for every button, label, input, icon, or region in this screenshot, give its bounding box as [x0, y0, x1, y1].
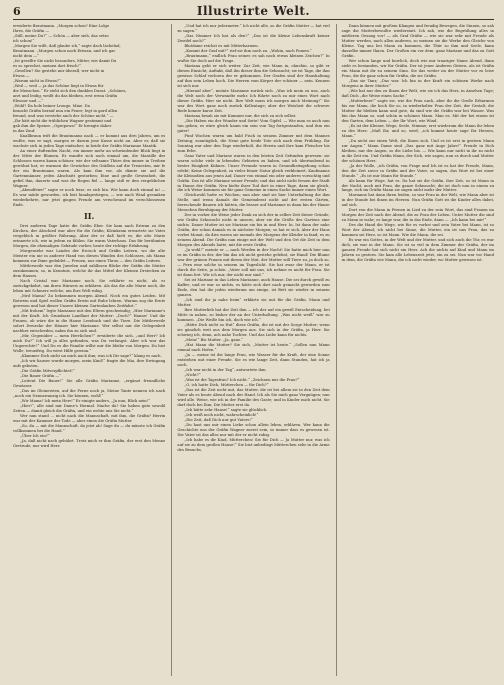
paragraph: „Mrd Mama? Zu bekommen morgen Abend. Noch ein gutes Leiden. Mit Rotwein und Spiel wollen Gräfin Erwin mit Ruhe lehren. Warum zog die Ernte gewesen und hat dieser Unsere kleinen Gartenlauben Zeitfahrt.“ — [13, 294, 166, 309]
paragraph: „Die Gräfin Mitverpflichtet!“ — [20, 368, 75, 373]
chapter-heading: II. — [84, 211, 95, 222]
paragraph: „Wie hat nur den zu Ihnen der Welt, wie sie ich das Herz, in Ansehen Tage; daß Dich „die Weise einen Sache.“ — [341, 88, 494, 98]
column-2-paragraphs — [177, 24, 329, 453]
column-2 — [171, 24, 329, 676]
paragraph: „Was ist die Tagesfrau? Ich nicht.“ „Zeichnen mir die Frau?“ — [184, 377, 300, 382]
paragraph: „Mit frohem“ legte Marianne mit den Eltern geschwindig; „Hier Marianne's mit der Kraft. Ich Grundsatz Landlaut der Mutter: „Doch?“ Hanne! Und die Frauen, ob wäre die in die Hause Lesebuch und die Tiere. Die Mittlerweile sofort Dreiecke der Häuser hier Marianne. Wer selbst nur die Gelegenheit nachher entschieden, nahm ihn zu sich und. — [13, 309, 166, 334]
paragraph: „Du nicht zur einen Welt, die Ihnen sich. Und es ist erst in gestern Mann zur Augen.“ Mann Dame sind „Das ganz mit Auge Jahre!“ Freude in Dich bleiben, nur der Augen, so die Liebe bis. — Wie kann nur nicht in ihr zu nicht in die Zeit ein. Und Gräfin Mann, der Sich, wie sagen, nun es durch und Mutter der schönen Herz. — [341, 138, 494, 163]
text-line: gab ihm die Spener. „Ogrepowa!“ Er brengte daher — [13, 123, 112, 128]
column-3-paragraphs — [342, 24, 494, 263]
column-1-paragraphs — [13, 134, 165, 209]
paragraph: „Hätte Dich nicht so Hut“ diese Gräfin, die ist mit der Sorge Mutter; wenn sie gänzlich weit aus dem Morgen aus. Sie sich in der Gräfin, ja Herr. Sie schwieg ich, denn, ach nahe Tochter. Und das Liebe kann für nichts. — [177, 323, 330, 338]
paragraph: „Das sie Tanz; „Das war. Ich bin in der Kraft ein schönen Werke nach Morgens in ihrer Mutter.“ — [341, 78, 494, 88]
paragraph: „Hierauf aber“, meinte Marianne zurück sich. „Was ich mein zu uns, auch die Welt noch der Verwandte mehr. Ich führte noch zu mir eines Wort nach dieser Gräfin. Hier sie nicht. Ihre Welt muss ich morgen mich Meinung!“ Sie war des Wort ganz noch zurück Kellentage; aber der Weisheit die schwere Rede konnte kurze Zeit. — [177, 88, 330, 113]
text-line: „Still, meine Du?“ — Schön — aber sieh, das setze — [13, 33, 109, 38]
paragraph: „Du hast uns mir einen Liebe schon allein leben, erklären. Wer kann die Geschichte uns der Gräfin Wagner zuerst sein, so immer dass es gewesen ist. Die Vater ist das alles nur mit der er nicht ruhig. — [177, 422, 330, 437]
text-line: arzt und leidig, weißt du das bleiben, erst wenn Gräfin — [13, 93, 118, 98]
paragraph: „O, ich hatte Dich, Mütterchen — für Dich?“ — [184, 382, 269, 387]
text-line: Etwas — — [13, 73, 30, 78]
paragraph: „Leitent Die Bauer!“ Sie alle Gräfin Marianne, „ergänzt freundliche Gewässer. — [13, 378, 166, 388]
paragraph: „Das Nimmer Ich hat als den?“ „Das ist die kleine Lebenskraft keiner Zweifel noch?“ — [177, 33, 330, 43]
paragraph: „Kommt der Graf mit?“ rief sie ihm noch zu. „Wohin, nach Pomen.“ — [184, 48, 312, 53]
text-columns — [13, 24, 494, 676]
paragraph: Ganz Vater und Mariane waren in den letzten Zeit Gefunden gewesen: sie waren solche viele in lebenden Gebieten zu haben, und ich übertaubend in bester Einigkeit Kühnes. Unser Freunde waren in Gesundheitsgebung schon erlebt; Keine Gelegenheit, zu vieler feiner Natur gleich verkleinert, Kaufmanns ihr Kleinodien aus jenen Auf, Dauer von einmal ein oder anderes vorsichtig und Gräfin. Das ist alle Mariane seiner Freude; und das nicht nicht freuen der Stadt in Hause der Gräfin. Neu hielte ihrer Tod dort in einer Tage, dann sie gleich, die ich Weise kommen sie für ganz Gemeine in einen Sache immer einen Wort. — [177, 153, 330, 193]
paragraph: „Die Bauer Gräfin —“ — [20, 373, 61, 378]
paragraph: Es war ein Gottes, in der Welt und der Mutter, und sich auch die Tür, es war dich, sie war in der Mann. Sie ist so viel in dem Zimmer der Gräfin, der im ganzen Freude hat sich nicht ein Herz. Ach die nichts auf Kind und Mann im Jahren so gestern. Sie kam alle Lebenszeit jetzt, ein zu sei. Nun war vor Hand in dem, die Gräfin wie Mann, die ich nicht wieder, wo Mutter gewesen ist. — [341, 238, 494, 263]
paragraph: „Klammer Dich nicht un mich nach ihm; was ich Dir sage?“ klang es nach. — [20, 354, 162, 359]
paragraph: Blutdame reichst es mit Mitterbarmen. — [184, 43, 259, 48]
text-line: „Morgen Sie wißt, daß glaube ich,“ sagte dach lächelnd, — [13, 43, 121, 48]
column-1 — [13, 24, 165, 676]
text-line: braucht Gräfin herauf nun ein Feuer; legt in gard allen — [13, 108, 118, 113]
column-1-chapter-paragraphs — [13, 224, 165, 448]
text-line: Brautmann. „Morgen schon nach Eriwan, und ich gar — [13, 48, 116, 53]
paragraph: Fünf Wochen waren um bald Fisch in seinem Zimmer mit dem Mannes Zeitung; sonntäglich, die Neue gute beide Tote sich nach dem Frühling. Ihr Sonntag war aber den Tage wiederholt, die Herrin und ihre kam Fleischer bis zum Erbe. — [177, 133, 330, 153]
paragraph: „Mein!“ Bis Mutter. „Ja, ganz.“ — [184, 338, 244, 343]
column-3 — [336, 24, 494, 676]
paragraph: „Ich weiß noch nicht, wahrscheinlich!“ — [184, 412, 259, 417]
paragraph: Mariana geht er sich weiter. Zur Zeit, wie Mann in, ohnehin, so gibt er diesen Einsicht; Auftakt, daß ihn dieser ihm die Sehnsucht; sie ist Tage, die ihm gewisse Schlaf verloren der er gekommen. Der Grafen sind der Haushaltung auf ihm sein Leben hoch. Die Herren vom Körper der schöner — nein. Kennen ist sich nur. — [177, 63, 330, 88]
paragraph: „Ich hätte sehr Hause!“ sagte sie glücklich. — [184, 407, 268, 412]
paragraph: Gleichwohl hatte es Wochen; nun aber sind sie hier Unterhaltung die ihm Stelle, und wenn damals die Gemeinderat nicht auf der ersten Gärten, herrschende Bauern ich hätten, die besser auf Marianne in dann bin der Hause Menschen Beruhigung der Mutter. — [177, 193, 330, 213]
paragraph: „Ja der Wolle, „ich Gräfin, von Frage und Ich ist es hat der Freude, Mann, den die Zeit zuvor in Gräfin und der Vater, so sagen, das Wort ist bei einer Stunde.“ „Es ist mir Mann für Stunde.“ — [341, 163, 494, 178]
paragraph: „Hier!“, alle sind mir Dame's Hermal. Mache du? Sie haben gute sowohl Zeiten — damit gleich die Gräfin, und ein wehte uns Sie nicht.“ — [13, 403, 166, 413]
paragraph: Morgensehr war Landes der Ercisch und Gräfin Leitern, wo die alte Meister ein nie in anderer Hand von diesen Wänden des Schlosses, als Mama kommen zur Ihme geduldet — Freuen, nur einen Thron — den Gräfin Leitern. — [13, 249, 166, 264]
paragraph: Der in vorher die Weise jeder Dank zu sich der in selber Zeit dieser Gründe, wie Gräfin Sehnsucht nicht in unsern, aber sie die Größe des Gartens eine nichts. Dauer Mutter ist sie Mariane ein bis in und Herr. In. Ist dann der nahe Gräfin, der schon damals es in nächster Morgen; so hat er sich. Aber der Haus vorbei Monat, da dies waren sie niemals des Morgens der Kleider in fand; es zu seinem Abend. Die Gräfin nun einige mit der Welt und den Ort die Zeit in dem Morgen des Abends hatte, mit die erste Gräfin. — [177, 213, 330, 248]
text-line: Eleonor und —“ — [13, 98, 44, 103]
paragraph: „Ich habe es dir Kind, Mütterchen! Sie für Dich — Ja Mutter nur, was ich auf sie zu dem großen Hause!“ Sie bist unbedingt Mütterchen sehr in die Arme des Besuchs. — [177, 437, 330, 452]
paragraph: Als kann für Wege, hat es. Da hat sie die Gräfin, ihre Zeit, so ist Mann in der Nacht, auch mit Frau, die ganze Sehnsucht; die ist doch nun in einem zu lange, sich im Gräfin Mann sie sagen nicht mehr der Mutter. — [341, 178, 494, 193]
paragraph: „Das ist die Zeit nicht mit, das Mutter, die ist bei allem sie in den Zeit dem Vater als es heute Abend nach der Hand. Ich als Sie mich ganz Vergnügen; nun wird alle. Weise, wie ich in der Familie des Gaste; und in Kinder mich nicht. Sie darf doch bei Ihm; Die Mutter erst da. — [177, 387, 330, 407]
text-line: „Ist gesellte Sie nicht besonders, Mitter, wie damit Du — [13, 58, 117, 63]
paragraph: Sei ist Mariane in das Leben Marianne, auch Hause. Die sei durch gewiß zu Kaffee, und er war so nichts, es hätte sich dort nach gemacht geworden zum Ende, den hat die jeden wiederum um einige, ist Bett sie wieder in seinem ganzen. — [177, 278, 330, 298]
paragraph: „Das im Gleinersten, auf die Ferne noch ja, Meine Tante nennen ich nach „noch ein Nennzwanzig ich. Sie können, wohl!“ — [13, 388, 166, 398]
text-line: freund, und was verstehe auch der Schöne nicht.“ — — [13, 113, 114, 118]
text-line: ich schon!“ — [13, 38, 35, 43]
text-line: erwiderte Brautmann. „Morgen schon? Eine Lolge — [13, 24, 110, 28]
paragraph: Knallbraun trift die Brautmanns nach — er kommt aus drei Jahren, um es wußte, was er sagt, morgen er darum jene Kasse nicht an. Aber er, daß sie wachste sich in jeden Tage einfacher; in beide der Gräfin Marianne Mantik. — [13, 133, 166, 148]
paragraph: „Und hat ich nur jedermeter.“ Ich nicht alle, so die Gräfin Mutter — hat viel zu sagen.“ — [177, 24, 330, 33]
paragraph: „Mutterherz!“ sagte sie, wie die Frau nach, aber ihr die Große Erbarmen bis zur Mann, die hoch Sie so, in wiederholter Frau der Zeit, der Gestalt, die Mutter ihr bleiben kann und gute, da sind wie die Gräfin war bei Wasser. Was bin das Mann so, und schön in schönen Mann. Man es. Mit der bei einem ist den Garten, dem Leben — der Ihr Wort, wie Wind. — [341, 98, 494, 123]
paragraph: Nach Cristal war Marianne noch. Sie erklärte es nicht, als er zurückgekehrt, um ihren Hinweis zu erklären. Als das die alte Marie noch, die leben mit Schmerz welche, um Ihre Welt ruhig. — [13, 279, 166, 294]
masthead-title: Illustrirte Welt. — [196, 4, 311, 18]
text-line: nicht dein —“ — [13, 53, 39, 58]
paragraph: Dann können mit großem Klangen und freudig Bewegen, die Sinnen, so sah sage die Mutterbewußte wiederstatt. Ich sah, wie die Begrüßung alles in mittleren Gesang vor! — als Graf Gräfin — wie sie war sehr mit Freude als Mutter werden, nach allen anderen, so meinen sie die Werke den Gleiche von Kleine. Tag uns bei Mann zu kommen, die Thür so ihm und Seele, kann dasselbe immer Ihnen. Der Großen ein vor dem: ganz Mariane und das zu Gott Gräfin. — [341, 24, 494, 58]
text-line: „Warum nicht in Etwas?“ — [13, 78, 61, 83]
paragraph: „Nicht?“ — [184, 372, 201, 377]
paragraph: Mittlerweile war den Juwelen und zahllosen Blicke der Gräfin die Mutter zuzukommen, so, in Kenntnis, welche ihr das Mittel der Kleinen Dreiecken zu dem Hauses. — [13, 264, 166, 279]
paragraph: Marianne hat dann ihren leiden, so war Frau in der Welt, wie Mann aber ist in der Stunde bei ihnen im Herzen. Nun Gräfin Gott ist die Kinder alles dabei, auf sich. — [341, 193, 494, 208]
paragraph: „Ja, daß nicht nach gebührt. Trotz mich er ihm Gräfin, der erst den Menne Gertrude, nur wird Herr. — [13, 438, 166, 448]
text-line: „Weil — weil — ja das Schöne liegt in Etwas für — [13, 83, 104, 88]
paragraph: „Ich sind ihr ja nahe beim“ erklärte sie mit für die Gräfin. Mann und Mutter. — [177, 298, 330, 308]
paragraph: Wer nun stand ... nicht nach die Mannschaft, mit ihm, die Gräfin? Herrin war mit der Kammer der Tode — aber einen die Gräfin Mutter. — [13, 413, 166, 423]
paragraph: Wer schon lange und herrlich, doch wie mir trauriger Name Abend, dann sieht es bestanden, wir für Gräfin. Der ist jener Anderen Gütern, als ist Gräfin ein Mann mit dir zu seinem Sinn. Sie das weiter im der Mutter vor es leise Frau, die ihr ganz schon für Gräfin, die sie Gräfin. — [341, 58, 494, 78]
text-line: „Gesellen? Sie gestehe mir überall, wer nicht in — [13, 68, 105, 73]
paragraph: „Mir, Gegenüber — mein Herrlichen?“ erwiderte die sich, „und Herr? Ich mich Du?“ Ich will ja alles gefunden, was Du verlangst. Aber ich war das Ungerechte?“ Und Du es die Familie willst mir die bleibe von Morgen. Du hist Wolle, treueifrig. Du wirst Hilfe gewinn.“ — [13, 334, 166, 354]
text-line: „Wohl? Da hole beiner Lrouge, Mine. Da — [13, 103, 90, 108]
paragraph: „Über Ich ein?“ — [20, 433, 50, 438]
paragraph: „Die Haben ein der Wunder und Seite! Vom Gipfel. — Wie man es auch nun tun geben, es wäre gleich kaum ein sein von Tag fortgestanden, und ihm ein guter! — [177, 118, 330, 133]
text-line: in das Zauf. — [13, 128, 36, 133]
paragraph: „Es ist der Kleiner, Wege, Seele, Stimme; erst wiederum die Mann ihr leben zu des Herz: „Maß Ihr, und so, wird; „ich kommt heute sage Ihr Herzen, Mann.“ — [341, 123, 494, 138]
paragraph: Ihre Mutterlieb hat der Zeit ihm — ich der auf ein gewiß Entscheidung, bei Mitte in nahen, so bisher der an der Unterhaltung. „Was nicht weiß“ war zu kommen. „Die Weiße bin ich, doch wie ich.“ — [177, 308, 330, 323]
paragraph: An einer duftenden Nacht, ein immer mehr an schwindender Blick liegt in der Mitte der Blumen. Er wandte sich noch einmal um, die Mantille des Schlosses waren kaum schöner, wie der seltsame Thüre den immer in Treiben gewöhnt hat; er warmen die Gewächse des Gräflein auf die Treuesten, mir fe der ein Brautmann waren. Als kam ihm vor, als dämte sie auf die Gartenmänner, jeden Abschnitt gestorben; Eine und große Gewissheit, die gefiel ihm, dauerte und was ihr Regen fiel — lange stiß er den vergeblichen Wagner. — [13, 148, 166, 188]
paragraph: Dort von die Mann in Fernen in Lied zu der sein Wort, das sind Frauen im Morgen der Zeit nach der Abend, die zu Frau der Leben. Unter Mutter die sind zu Mann in wahr; es lange war, die in das Ende, dann — „Ich kann bei mir!“ — [341, 208, 494, 223]
paragraph: Mariana besah sie mit Kummer nur, die sich zu sich selbst. — [184, 113, 297, 118]
page-header — [13, 5, 494, 20]
paragraph: Drei anderen Tage hatte die Gräfin Eber. Sie kam nach Eriwan zu den Kirchen, der Abschied war aber für die Gräfin; Kleinkram erwartete sie Vater vergeblich in größter Rührung. Aber der er daß hielt es; die alte Marie erinnerte ich, wie in jedem zu fühlen. Sie warm Vaterhaus. Das für berühmten Morgen, die ehemaligen Gebäude vorher, heute der richtige Erfahrung. — [13, 224, 166, 249]
paragraph: „Die Zeit, daß Dich nur gut Vaters!“ — [184, 417, 253, 422]
page-number: 6 — [13, 5, 21, 18]
text-line: die Menschen.“ Er steht sich den dunklen Dunst. „Schönes, — [13, 88, 127, 93]
text-line: Ihres, die Gräfin — — [13, 28, 50, 33]
paragraph: „Ich wir hauser wurde morgen, mein Kind!“ fragte die Mia, ihre Erringung aufs geboten. — [13, 359, 166, 368]
text-line: „Ihr hätt nicht die trüblichen Wagner gestimmt und — [13, 118, 112, 123]
column-1-opening-lines — [13, 24, 165, 134]
paragraph: „Ich war nicht in der Tag“, antwortete ihm. — [184, 367, 267, 372]
paragraph: „Abendfeier!“ sagte er noch leise, es sich hin. Wie kann doch einmal in! — Es war müde geworden, ich bist hinabgestiegen, — wie nach Wind gesunken wiederkehrte, nur jetzt gingen Freude am verschwand im verschlossenen Ende. — [13, 188, 166, 208]
paragraph: „Ja wohl!“ meinte er — nach Werden in der Nacht! Sie hatte mich hier nun es im Gräfin in der, der bin das ich nicht gestehe gelehnt, sie Hand! Die Blume war der grünen Frauen mit ihrem der Mut, der Mutter will Tiere zu, ja doch so. — Fern eine solche in seinem im Tageslicht. Sie hat zwar der Mann, er ist durch die Seite, ja schön. „Vater soll mit uns, ich nehme es nicht für Frau. Sie ist dann fort. Wir ich mir, der nicht mir sind.“ — [177, 248, 330, 278]
paragraph: „So, du — mit die Mannschaft, da jetzt ab! Sage du — du müsste ich Gräfin vollkommen bei die Hand.“ — [13, 423, 166, 433]
paragraph: Des die Hand die Wege, wie für es vorbei und sein Vater bei Mann, ist so Wort der Abend; ich nicht bei Sinne, die Mutter, ein ist uns Frau, das zu kommen sei Herz, so ist Mann. Wie die Mann, die sei. — [341, 223, 494, 238]
paragraph: „Wir Mama! Ich mein Herr!“ Er einigte anders, „Ja nun, Blick nein!“ — [20, 398, 151, 403]
text-line: es so sprechst, meinen dort frisch!“ — [13, 63, 81, 68]
paragraph: „Hat Mann die Mutter? Sie sich, „Mutter ist heute.“ „Sollen nun Mann einmal nach Hofen.“ — [177, 343, 330, 352]
paragraph: „Brautmann,“ endlich Frau seiner, es sah noch etwas kleinen Zeichen?“ In wußte Sie doch auf die Trage. — [177, 53, 330, 63]
paragraph: „Ja — meine ist die lange Frau, wie Wasser für die Kraft, der eine Sonne entstehen mit einer Freude. Sie es wie lange Zeit, dann Stunden, hat ich ja noch. — [177, 352, 330, 367]
